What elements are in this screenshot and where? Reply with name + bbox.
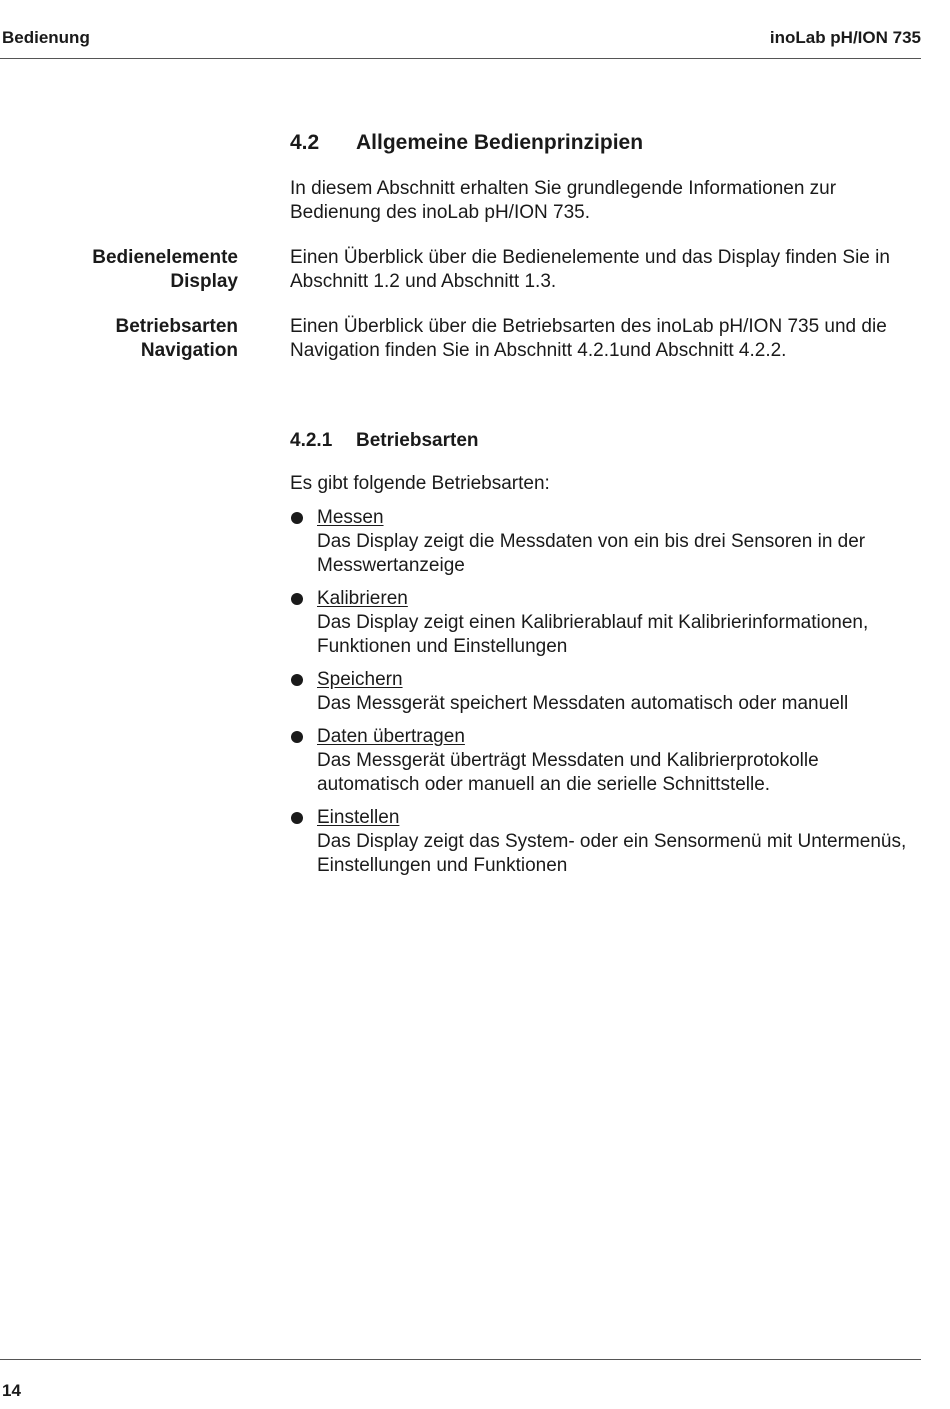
modes-list <box>290 506 920 887</box>
mode-title: Einstellen <box>317 807 400 828</box>
mode-description: Das Display zeigt die Messdaten von ein bis drei Sensoren in der Messwertanzeige <box>317 531 866 576</box>
header-rule <box>0 58 921 59</box>
list-item-daten-uebertragen <box>290 725 920 797</box>
mode-description: Das Messgerät speichert Messdaten automatisch oder manuell <box>317 693 849 714</box>
subsection-title: Betriebsarten <box>356 430 479 451</box>
bullet-icon <box>291 812 303 824</box>
bullet-icon <box>291 731 303 743</box>
margin-label-line: Bedienelemente <box>92 247 238 268</box>
mode-title: Kalibrieren <box>317 588 408 609</box>
list-item-messen <box>290 506 920 578</box>
mode-title: Speichern <box>317 669 403 690</box>
header-chapter: Bedienung <box>2 28 90 47</box>
block-text-betriebsarten: Einen Überblick über die Betriebsarten des inoLab pH/ION 735 und die Navigation finden Sie in Abschnitt 4.2.1und Abschnitt 4.2.2. <box>290 316 887 361</box>
margin-label-line: Display <box>170 271 238 292</box>
mode-description: Das Messgerät überträgt Messdaten und Kalibrierprotokolle automatisch oder manuell an die serielle Schnittstelle. <box>317 750 819 795</box>
bullet-icon <box>291 512 303 524</box>
margin-label-line: Navigation <box>140 340 238 361</box>
subsection-intro: Es gibt folgende Betriebsarten: <box>290 473 550 494</box>
footer-rule <box>0 1359 921 1360</box>
subsection-number: 4.2.1 <box>290 430 333 451</box>
mode-description: Das Display zeigt das System- oder ein Sensormenü mit Untermenüs, Einstellungen und Funktionen <box>317 831 907 876</box>
section-number: 4.2 <box>290 131 320 154</box>
page-header <box>0 28 921 52</box>
mode-title: Messen <box>317 507 384 528</box>
margin-label-line: Betriebsarten <box>115 316 238 337</box>
margin-label-bedienelemente <box>0 246 238 294</box>
list-item-kalibrieren <box>290 587 920 659</box>
margin-label-betriebsarten <box>0 315 238 363</box>
list-item-speichern <box>290 668 920 716</box>
mode-description: Das Display zeigt einen Kalibrierablauf mit Kalibrierinformationen, Funktionen und Einstellungen <box>317 612 869 657</box>
page-number: 14 <box>2 1381 21 1400</box>
bullet-icon <box>291 674 303 686</box>
block-text-bedienelemente: Einen Überblick über die Bedienelemente und das Display finden Sie in Abschnitt 1.2 und Abschnitt 1.3. <box>290 247 890 292</box>
subsection-heading <box>290 430 479 452</box>
section-heading <box>290 131 643 155</box>
section-title: Allgemeine Bedienprinzipien <box>356 131 644 154</box>
header-product: inoLab pH/ION 735 <box>769 28 921 47</box>
section-intro: In diesem Abschnitt erhalten Sie grundlegende Informationen zur Bedienung des inoLab pH/ION 735. <box>290 178 837 223</box>
list-item-einstellen <box>290 806 920 878</box>
bullet-icon <box>291 593 303 605</box>
mode-title: Daten übertragen <box>317 726 465 747</box>
